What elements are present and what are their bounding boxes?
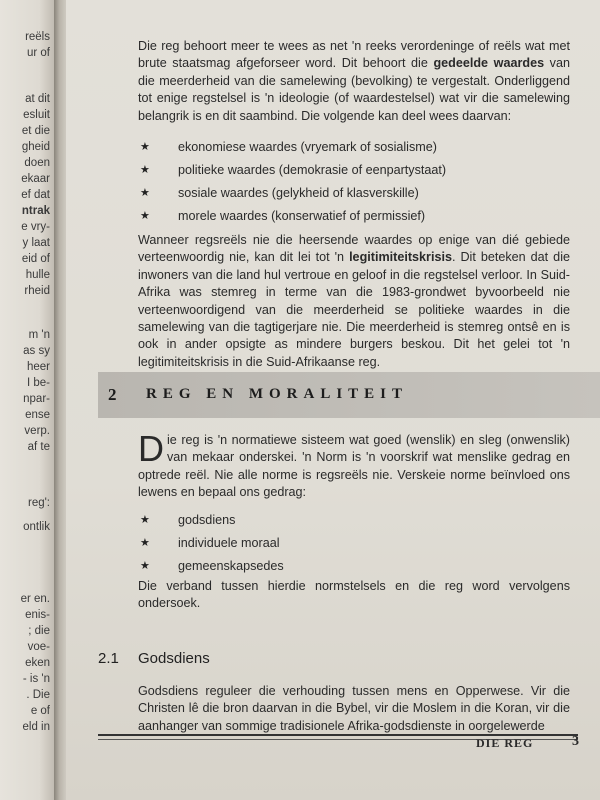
paragraph-normative-system: Die reg is 'n normatiewe sisteem wat goed (wenslik) en sleg (onwenslik) van mekaar onderskei. 'n Norm is 'n voorskrif wat menslike gedrag en optrede reël. Nie alle norme is regsreëls nie. Verskeie norme beïnvloed ons lewens en bepaal ons gedrag:	[138, 428, 570, 500]
legitimacy-paragraph-block	[138, 232, 570, 371]
bold-term-shared-values: gedeelde waardes	[433, 56, 545, 71]
paragraph-legitimacy-crisis: Wanneer regsreëls nie die heersende waardes op enige van dié gebiede verteenwoordig nie, kan dit lei tot 'n legitimiteitskrisis. Dit beteken dat die inwoners van die land hul vertroue en geloof in die regstelsel verloor. In Suid-Afrika was stemreg in terme van die 1983-grondwet byvoorbeeld nie verteenwoordigend van die meerderheid se politieke waardes in die samelewing van die tagtigerjare nie. Die meerderheid is stemreg ontsê en is ook in ander opsigte as mindere burgers beskou. Dit het gelei tot 'n legitimiteitskrisis in die Suid-Afrikaanse reg.	[138, 233, 570, 369]
list-item: ★ ekonomiese waardes (vryemark of sosialisme)	[138, 137, 570, 160]
star-icon: ★	[140, 210, 150, 223]
adjacent-page-fragment: rheid	[24, 285, 50, 297]
adjacent-page-fragment: voe-	[27, 641, 50, 653]
adjacent-page-fragment: ekaar	[21, 173, 50, 185]
adjacent-page-fragment: reëls	[25, 31, 50, 43]
adjacent-page-fragment: at dit	[25, 93, 50, 105]
adjacent-page-fragment: ense	[25, 409, 50, 421]
list-item: ★ politieke waardes (demokrasie of eenpartystaat)	[138, 160, 570, 183]
adjacent-page-fragment: eken	[25, 657, 50, 669]
adjacent-page-fragment: doen	[24, 157, 50, 169]
norms-list	[138, 510, 570, 579]
adjacent-page-fragment: verp.	[24, 425, 50, 437]
subsection-title: Godsdiens	[138, 650, 210, 667]
star-icon: ★	[140, 141, 150, 154]
adjacent-page-fragment: gheid	[21, 141, 50, 153]
star-icon: ★	[140, 187, 150, 200]
list-item: ★ gemeenskapsedes	[138, 556, 570, 579]
adjacent-page-fragment: e of	[30, 705, 50, 717]
adjacent-page-fragment: ur of	[26, 47, 50, 59]
adjacent-page-fragment: - is 'n	[22, 673, 50, 685]
page-number: 3	[572, 734, 579, 749]
subsection-number: 2.1	[98, 650, 119, 667]
drop-cap: D	[138, 428, 164, 469]
adjacent-page-fragment: eid of	[21, 253, 50, 265]
adjacent-page-fragment: ntrak	[21, 205, 50, 217]
bold-term-legitimacy-crisis: legitimiteitskrisis	[349, 250, 452, 265]
adjacent-page-fragment: ontlik	[23, 521, 50, 533]
subsection-heading	[98, 650, 210, 667]
adjacent-page-fragment: hulle	[25, 269, 50, 281]
adjacent-page-fragment: ; die	[28, 625, 50, 637]
adjacent-page-fragment: er en.	[20, 593, 50, 605]
star-icon: ★	[140, 513, 150, 526]
adjacent-page-fragment: esluit	[23, 109, 50, 121]
adjacent-page-fragment: af te	[27, 441, 50, 453]
list-item: ★ godsdiens	[138, 510, 570, 533]
section-number: 2	[108, 385, 117, 404]
star-icon: ★	[140, 164, 150, 177]
star-icon: ★	[140, 536, 150, 549]
star-icon: ★	[140, 559, 150, 572]
adjacent-page-edge	[0, 0, 56, 800]
adjacent-page-fragment: . Die	[26, 689, 50, 701]
paragraph-relation: Die verband tussen hierdie normstelsels en die reg word vervolgens ondersoek.	[138, 579, 570, 611]
morality-paragraph-block	[138, 428, 570, 579]
values-list	[138, 137, 570, 229]
adjacent-page-fragment: ef dat	[21, 189, 50, 201]
section-title: REG EN MORALITEIT	[146, 386, 409, 402]
adjacent-page-fragment: npar-	[23, 393, 50, 405]
adjacent-page-fragment: I be-	[26, 377, 50, 389]
book-page	[66, 0, 600, 800]
list-item: ★ individuele moraal	[138, 533, 570, 556]
list-item: ★ morele waardes (konserwatief of permissief)	[138, 206, 570, 229]
running-title: DIE REG	[476, 736, 534, 750]
list-item: ★ sosiale waardes (gelykheid of klasverskille)	[138, 183, 570, 206]
adjacent-page-fragment: y laat	[22, 237, 50, 249]
adjacent-page-fragment: as sy	[23, 345, 50, 357]
section-heading-band	[98, 372, 600, 418]
paragraph-shared-values: Die reg behoort meer te wees as net 'n reeks verordeninge of reëls wat met brute staatsmag afgeforseer word. Dit behoort die gedeelde waardes van die meerderheid van die samelewing (bevolking) te vergestalt. Onderliggend tot enige regstelsel is 'n ideologie (of waardestelsel) wat vir die samelewing belangrik is en dit saambind. Die volgende kan deel wees daarvan:	[138, 39, 570, 123]
intro-paragraph-block	[138, 38, 570, 229]
adjacent-page-fragment: e vry-	[21, 221, 50, 233]
adjacent-page-fragment: m 'n	[28, 329, 50, 341]
adjacent-page-fragment: eld in	[22, 721, 50, 733]
adjacent-page-fragment: heer	[26, 361, 50, 373]
relation-paragraph-block	[138, 578, 570, 613]
adjacent-page-fragment: enis-	[25, 609, 50, 621]
paragraph-religion: Godsdiens reguleer die verhouding tussen mens en Opperwese. Vir die Christen lê die bron daarvan in die Bybel, vir die Moslem in die Koran, vir die aanhanger van sommige tradisionele Afrika-godsdienste in oorgelewerde	[138, 684, 570, 733]
adjacent-page-fragment: et die	[21, 125, 50, 137]
adjacent-page-fragment: reg':	[27, 497, 50, 509]
religion-paragraph-block	[138, 683, 570, 735]
